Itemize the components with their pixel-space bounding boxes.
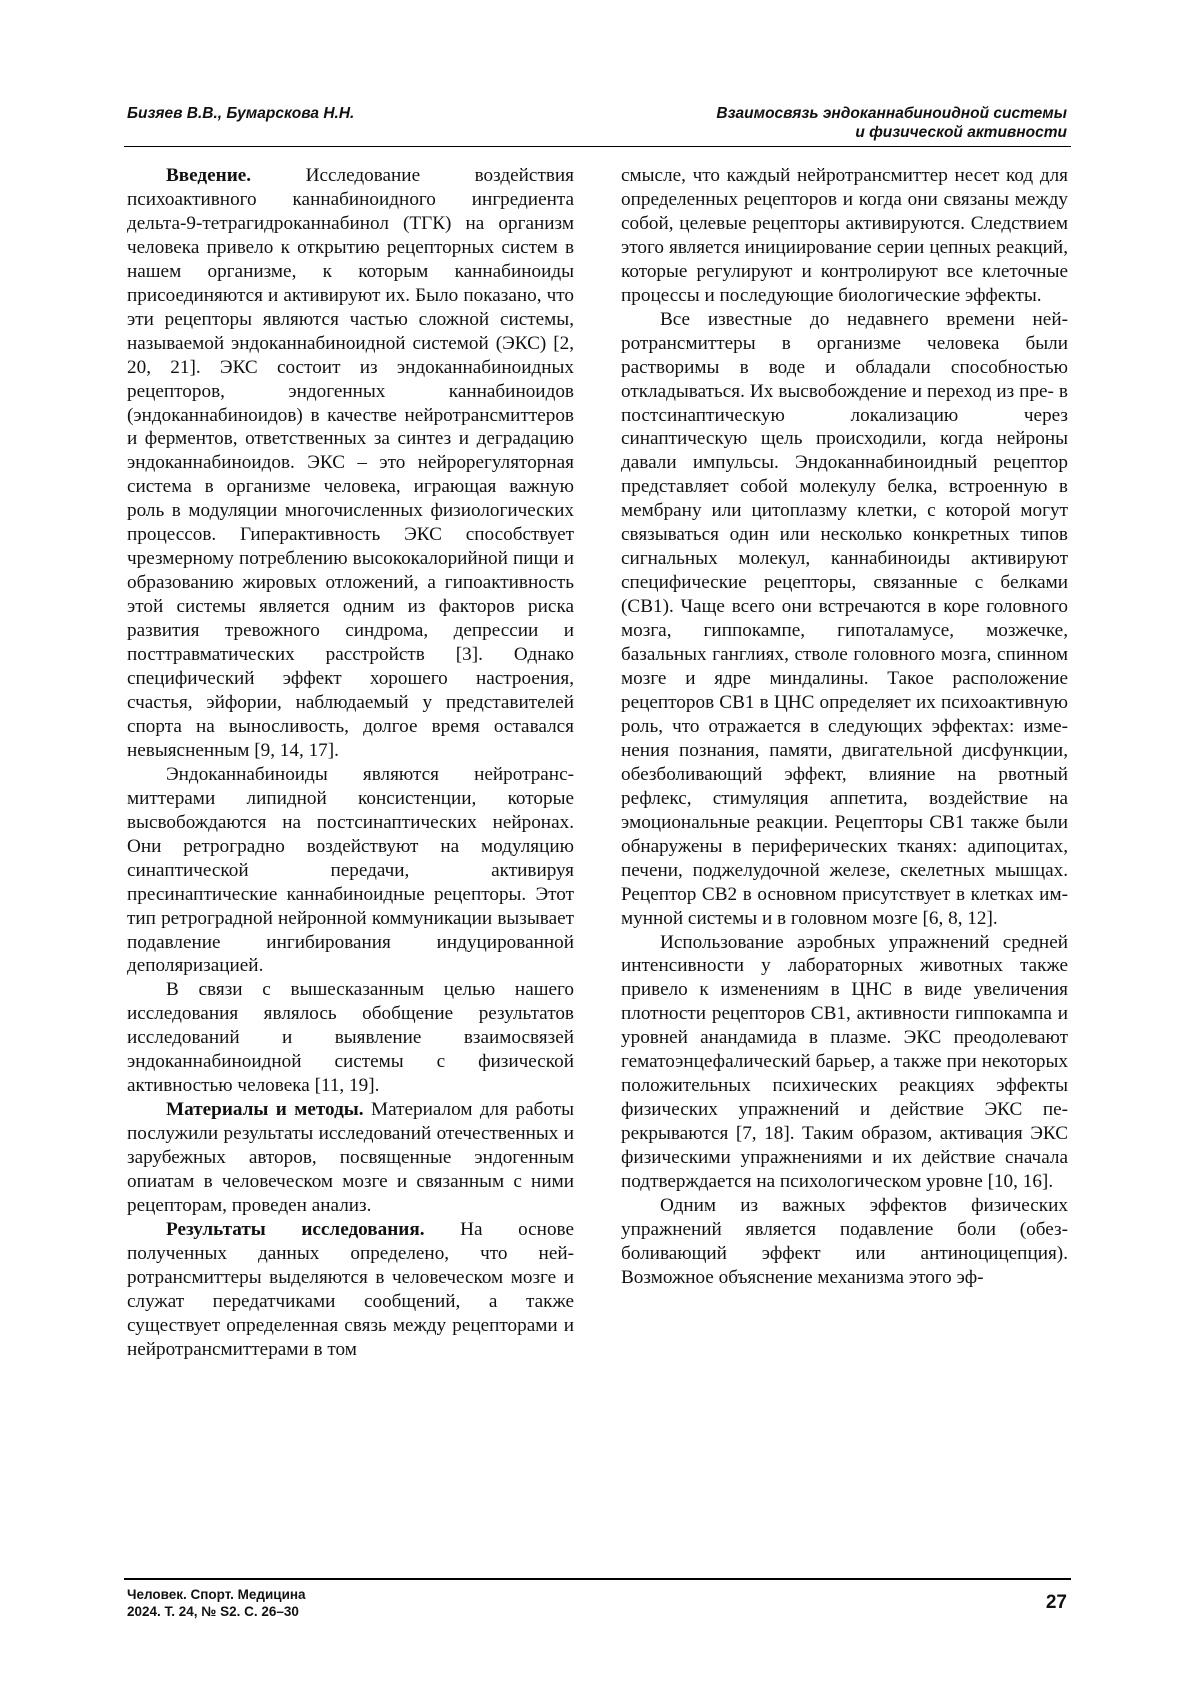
- header-rule: [124, 146, 1071, 147]
- methods-text: Материалом для работы послужили результаты исследований отечественных и зарубежных авторов, посвященные эндогенным опиатам в человеческом мозге и связанным с ними рецепторам, проведен анализ.: [127, 1099, 574, 1216]
- introduction-heading: Введение.: [166, 165, 252, 186]
- right-column: [621, 164, 1068, 1564]
- methods-heading: Материалы и методы.: [166, 1099, 364, 1121]
- footer-journal-info: [127, 1586, 306, 1620]
- analgesia-paragraph: Одним из важных эффектов физических упражнений является подавление боли (обезболивающий эффект или антиноцицепция). Возможное объяснение механизма этого эф-: [621, 1194, 1068, 1288]
- endocannabinoids-paragraph: Эндоканнабиноиды являются нейротрансмиттерами липидной консистенции, которые высвобождаются на постсинаптических нейронах. Они ретроградно воздействуют на модуляцию синаптической передачи, активируя пресинаптические каннабиноидные рецепторы. Этот тип ретроградной нейронной коммуникации вызывает подавление ингибирования индуцированной деполяризацией.: [127, 763, 574, 977]
- left-column: [127, 164, 574, 1564]
- journal-issue: 2024. Т. 24, № S2. С. 26–30: [127, 1604, 299, 1619]
- aerobic-exercise-paragraph: Использование аэробных упражнений средней интенсивности у лабораторных животных также привело к изменениям в ЦНС в виде увеличения плотности рецепторов CB1, активности гиппокампа и уровней анандамида в плазме. ЭКС преодолевают гематоэнцефалический барьер, а также при некоторых положительных психических реакциях эффекты физических упражнений и действие ЭКС перекрываются [7, 18]. Таким образом, активация ЭКС физическими упражнениями и их действие сначала подтверждается на психологическом уровне [10, 16].: [621, 931, 1068, 1193]
- footer-rule: [124, 1578, 1071, 1580]
- journal-name: Человек. Спорт. Медицина: [127, 1587, 306, 1602]
- methods-paragraph: [127, 1098, 574, 1218]
- introduction-paragraph: [127, 164, 574, 763]
- aim-paragraph: В связи с вышесказанным целью нашего исследования являлось обобщение результатов исследований и выявление взаимосвязей эндоканнабиноидной системы с физической активностью человека [11, 19].: [127, 979, 574, 1097]
- neurotransmitters-paragraph: Все известные до недавнего времени нейротрансмиттеры в организме человека были растворимы в воде и обладали способностью откладываться. Их высвобождение и переход из пре- в постсинаптическую локализацию через синаптическую щель происходили, когда нейроны давали импульсы. Эндоканнабиноидный рецептор представляет собой молекулу белка, встроенную в мембрану или цитоплазму клетки, с которой могут связываться один или несколько конкретных типов сигнальных молекул, каннабиноиды активируют специфические рецепторы, связанные с белками (CB1). Чаще всего они встречаются в коре головного мозга, гиппокампе, гипоталамусе, мозжечке, базальных ганглиях, стволе головного мозга, спинном мозге и ядре миндалины. Такое расположение рецепторов CB1 в ЦНС определяет их психоактивную роль, что отражается в следующих эффектах: изменения познания, памяти, двигательной дисфункции, обезболивающий эффект, влияние на рвотный рефлекс, стимуляция аппетита, воздействие на эмоциональные реакции. Рецепторы CB1 также были обнаружены в периферических тканях: адипоцитах, печени, поджелудочной железе, скелетных мышцах. Рецептор CB2 в основном присутствует в клетках иммунной системы и в головном мозге [6, 8, 12].: [621, 308, 1068, 929]
- running-head-title-line-2: и физической активности: [855, 124, 1067, 141]
- continuation-paragraph: смысле, что каждый нейротрансмиттер несет код для определенных рецепторов и когда они связаны между собой, целевые рецепторы активируются. Следствием этого является инициирование серии цепных реакций, которые регулируют и контролируют все клеточные процессы и последующие биологические эффекты.: [621, 165, 1068, 306]
- running-head-title: [716, 104, 1067, 142]
- results-text: На основе полученных данных определено, что нейротрансмиттеры выделяются в человеческом мозге и служат передатчиками сообщений, а также существует определенная связь между рецепторами и нейротрансмиттерами в том: [127, 1218, 574, 1360]
- results-heading: Результаты исследования.: [166, 1218, 425, 1240]
- page-number: 27: [1045, 1592, 1067, 1613]
- results-paragraph: [127, 1218, 574, 1362]
- introduction-text: Исследование воздействия психоактивного каннабиноидного ингредиента дельта-9-тетрагидроканнабинол (ТГК) на организм человека привело к открытию рецепторных систем в нашем организме, к которым каннабиноиды присоединяются и активируют их. Было показано, что эти рецепторы являются частью сложной системы, называемой эндоканнабиноидной системой (ЭКС) [2, 20, 21]. ЭКС состоит из эндоканнабиноидных рецепторов, эндогенных каннабиноидов (эндоканнабиноидов) в качестве нейротрансмиттеров и ферментов, ответственных за синтез и деградацию эндоканнабиноидов. ЭКС – это нейрорегуляторная система в организме человека, играющая важную роль в модуляции многочисленных физиологических процессов. Гиперактивность ЭКС способствует чрезмерному потреблению высококалорийной пищи и образованию жировых отложений, а гипоактивность этой системы является одним из факторов риска развития тревожного синдрома, депрессии и посттравматических расстройств [3]. Однако специфический эффект хорошего настроения, счастья, эйфории, наблюдаемый у представителей спорта на выносливость, долгое время оставался невыясненным [9, 14, 17].: [127, 165, 574, 761]
- running-head-title-line-1: Взаимосвязь эндоканнабиноидной системы: [716, 105, 1067, 122]
- running-head-authors: Бизяев В.В., Бумарскова Н.Н.: [127, 105, 355, 122]
